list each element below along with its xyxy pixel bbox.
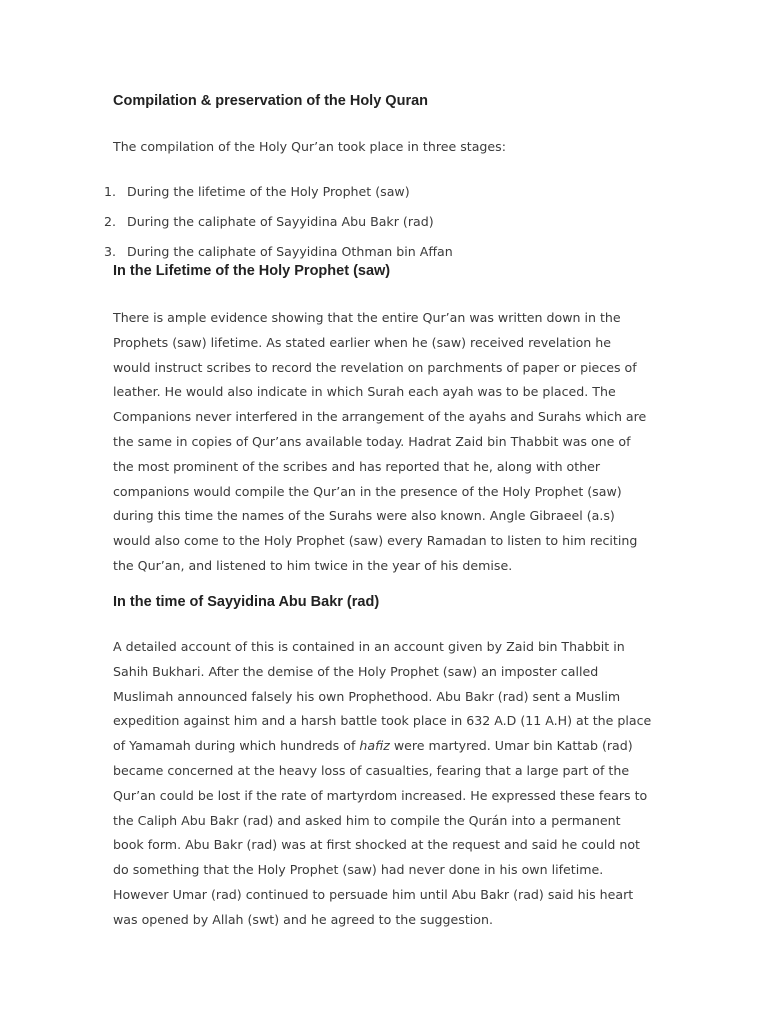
paragraph-line: companions would compile the Qur’an in the presence of the Holy Prophet (saw) (113, 483, 622, 499)
paragraph-line: There is ample evidence showing that the entire Qur’an was written down in the (113, 310, 621, 325)
paragraph-line: would also come to the Holy Prophet (saw) every Ramadan to listen to him reciting (113, 533, 638, 549)
list-item (100, 214, 453, 244)
paragraph-line: would instruct scribes to record the revelation on parchments of paper or pieces of (113, 359, 637, 375)
paragraph-line: However Umar (rad) continued to persuade him until Abu Bakr (rad) said his heart (113, 886, 634, 902)
list-number: 2. (104, 214, 117, 229)
paragraph-line: Sahih Bukhari. After the demise of the Holy Prophet (saw) an imposter called (113, 663, 599, 679)
paragraph-line: do something that the Holy Prophet (saw) had never done in his own lifetime. (113, 862, 604, 878)
line-text: of Yamamah during which hundreds of (113, 738, 360, 754)
paragraph-line: the Qur’an, and listened to him twice in the year of his demise. (113, 557, 513, 573)
page-title: Compilation & preservation of the Holy Quran (113, 93, 429, 109)
line-text: were martyred. Umar bin Kattab (rad) (389, 738, 633, 754)
paragraph-line: leather. He would also indicate in which Surah each ayah was to be placed. The (113, 384, 616, 400)
list-item-text: During the caliphate of Sayyidina Othman bin Affan (127, 244, 453, 259)
paragraph-line: the same in copies of Qur’ans available today. Hadrat Zaid bin Thabbit was one of (113, 433, 631, 449)
section-heading-lifetime: In the Lifetime of the Holy Prophet (saw) (113, 263, 391, 279)
paragraph-line: the most prominent of the scribes and has reported that he, along with other (113, 458, 601, 474)
list-number: 3. (104, 244, 117, 259)
paragraph-line: expedition against him and a harsh battle took place in 632 A.D (11 A.H) at the place (113, 713, 652, 729)
paragraph-line: Muslimah announced falsely his own Prophethood. Abu Bakr (rad) sent a Muslim (113, 688, 621, 704)
paragraph-line (113, 734, 673, 759)
paragraph-line: the Caliph Abu Bakr (rad) and asked him to compile the Qurán into a permanent (113, 812, 621, 828)
list-item (100, 184, 453, 214)
paragraph-line: was opened by Allah (swt) and he agreed to the suggestion. (113, 911, 493, 927)
paragraph-line: Companions never interfered in the arrangement of the ayahs and Surahs which are (113, 409, 647, 425)
list-number: 1. (104, 184, 117, 199)
italic-term: hafiz (359, 738, 390, 754)
intro-paragraph: The compilation of the Holy Qur’an took place in three stages: (113, 139, 506, 154)
paragraph-line: A detailed account of this is contained in an account given by Zaid bin Thabbit in (113, 639, 625, 654)
paragraph-line: Prophets (saw) lifetime. As stated earlier when he (saw) received revelation he (113, 334, 611, 350)
list-item-text: During the caliphate of Sayyidina Abu Bakr (rad) (127, 214, 434, 229)
paragraph-line: during this time the names of the Surahs were also known. Angle Gibraeel (a.s) (113, 508, 615, 524)
section-paragraph-abu-bakr (113, 635, 673, 933)
list-item-text: During the lifetime of the Holy Prophet (saw) (127, 184, 410, 199)
paragraph-line: Qur’an could be lost if the rate of martyrdom increased. He expressed these fears to (113, 787, 648, 803)
section-paragraph-lifetime (113, 306, 673, 579)
section-heading-abu-bakr: In the time of Sayyidina Abu Bakr (rad) (113, 594, 380, 610)
paragraph-line: became concerned at the heavy loss of casualties, fearing that a large part of the (113, 762, 630, 778)
paragraph-line: book form. Abu Bakr (rad) was at first shocked at the request and said he could not (113, 837, 640, 853)
stages-list (100, 184, 453, 274)
